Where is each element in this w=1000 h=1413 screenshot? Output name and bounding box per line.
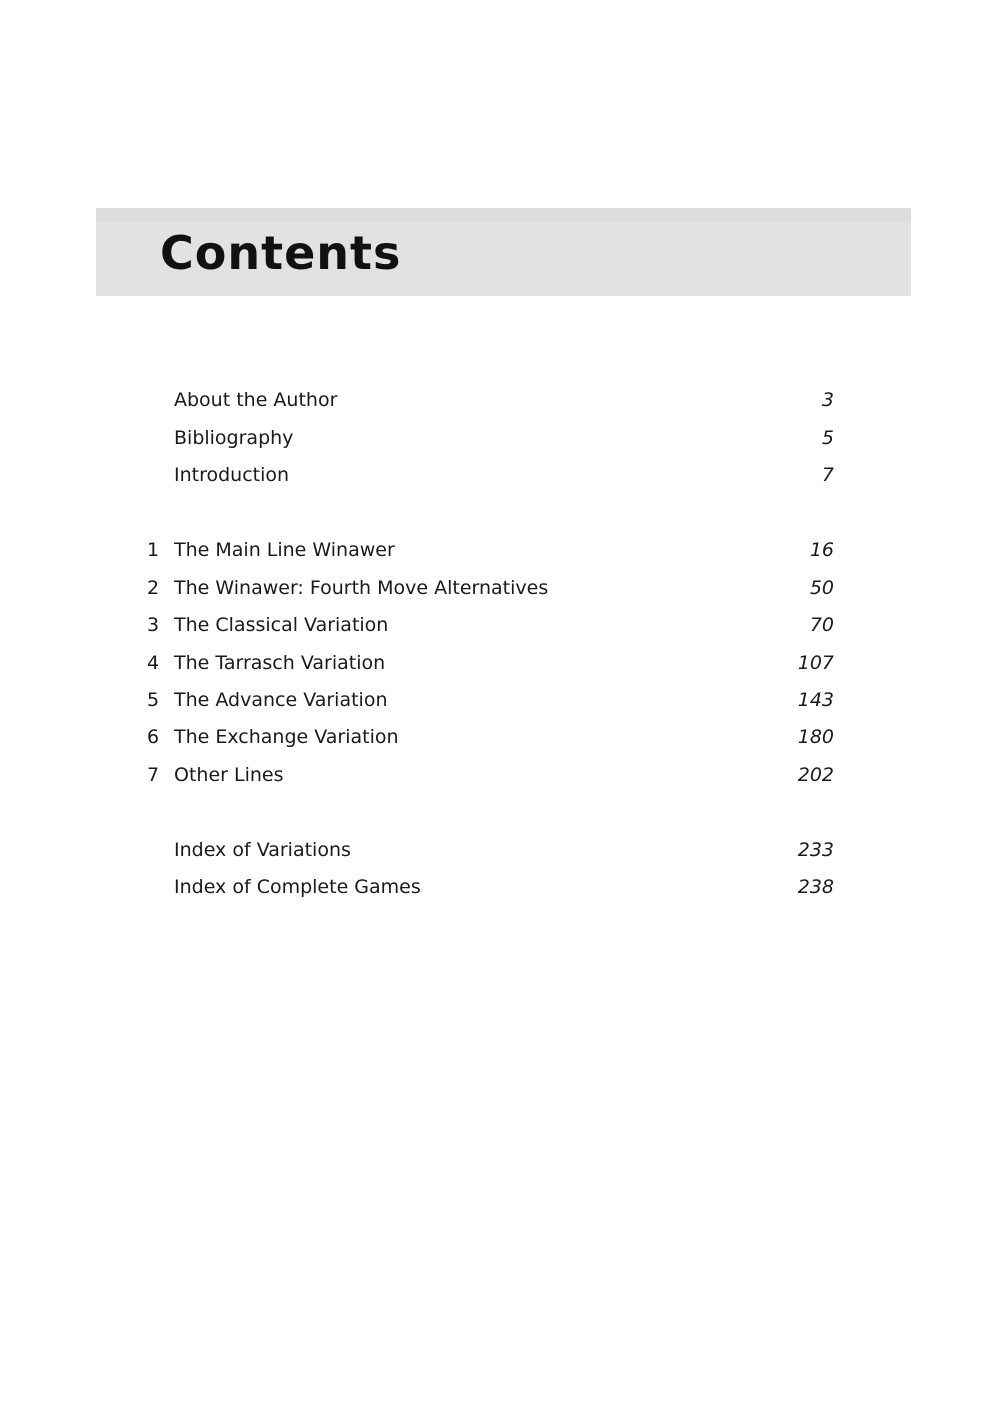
toc-entry-index-variations[interactable] xyxy=(0,835,1000,865)
chapter-number: 3 xyxy=(146,614,160,636)
chapter-page: 16 xyxy=(809,539,834,561)
toc-entry-label: About the Author xyxy=(174,389,338,411)
chapter-page: 50 xyxy=(809,577,834,599)
chapter-title: The Tarrasch Variation xyxy=(174,652,386,674)
toc-entry-page: 7 xyxy=(821,464,834,486)
toc-entry-label: Index of Complete Games xyxy=(174,876,421,898)
toc-chapter-4[interactable] xyxy=(0,648,1000,678)
toc-entry-page: 3 xyxy=(821,389,834,411)
toc-entry-label: Bibliography xyxy=(174,427,294,449)
toc-chapter-2[interactable] xyxy=(0,573,1000,603)
chapter-number: 4 xyxy=(146,652,160,674)
toc-chapter-6[interactable] xyxy=(0,722,1000,752)
chapter-number: 5 xyxy=(146,689,160,711)
toc-chapter-7[interactable] xyxy=(0,760,1000,790)
toc-entry-index-games[interactable] xyxy=(0,872,1000,902)
title-band xyxy=(96,208,911,296)
chapter-page: 70 xyxy=(809,614,834,636)
toc-entry-page: 5 xyxy=(821,427,834,449)
toc-chapter-1[interactable] xyxy=(0,535,1000,565)
chapter-title: The Exchange Variation xyxy=(174,726,399,748)
chapter-title: The Classical Variation xyxy=(174,614,389,636)
chapter-page: 143 xyxy=(797,689,834,711)
chapter-number: 1 xyxy=(146,539,160,561)
toc-entry-label: Index of Variations xyxy=(174,839,351,861)
toc-entry-introduction[interactable] xyxy=(0,460,1000,490)
page-title: Contents xyxy=(160,226,402,280)
chapter-number: 2 xyxy=(146,577,160,599)
toc-chapter-3[interactable] xyxy=(0,610,1000,640)
toc-entry-label: Introduction xyxy=(174,464,290,486)
chapter-title: The Advance Variation xyxy=(174,689,388,711)
chapter-page: 180 xyxy=(797,726,834,748)
toc-entry-page: 233 xyxy=(797,839,834,861)
chapter-page: 202 xyxy=(797,764,834,786)
chapter-page: 107 xyxy=(797,652,834,674)
toc-entry-bibliography[interactable] xyxy=(0,423,1000,453)
chapter-title: The Winawer: Fourth Move Alternatives xyxy=(174,577,549,599)
toc-entry-about-author[interactable] xyxy=(0,385,1000,415)
chapter-title: Other Lines xyxy=(174,764,284,786)
toc-chapter-5[interactable] xyxy=(0,685,1000,715)
toc-entry-page: 238 xyxy=(797,876,834,898)
chapter-title: The Main Line Winawer xyxy=(174,539,395,561)
chapter-number: 6 xyxy=(146,726,160,748)
chapter-number: 7 xyxy=(146,764,160,786)
